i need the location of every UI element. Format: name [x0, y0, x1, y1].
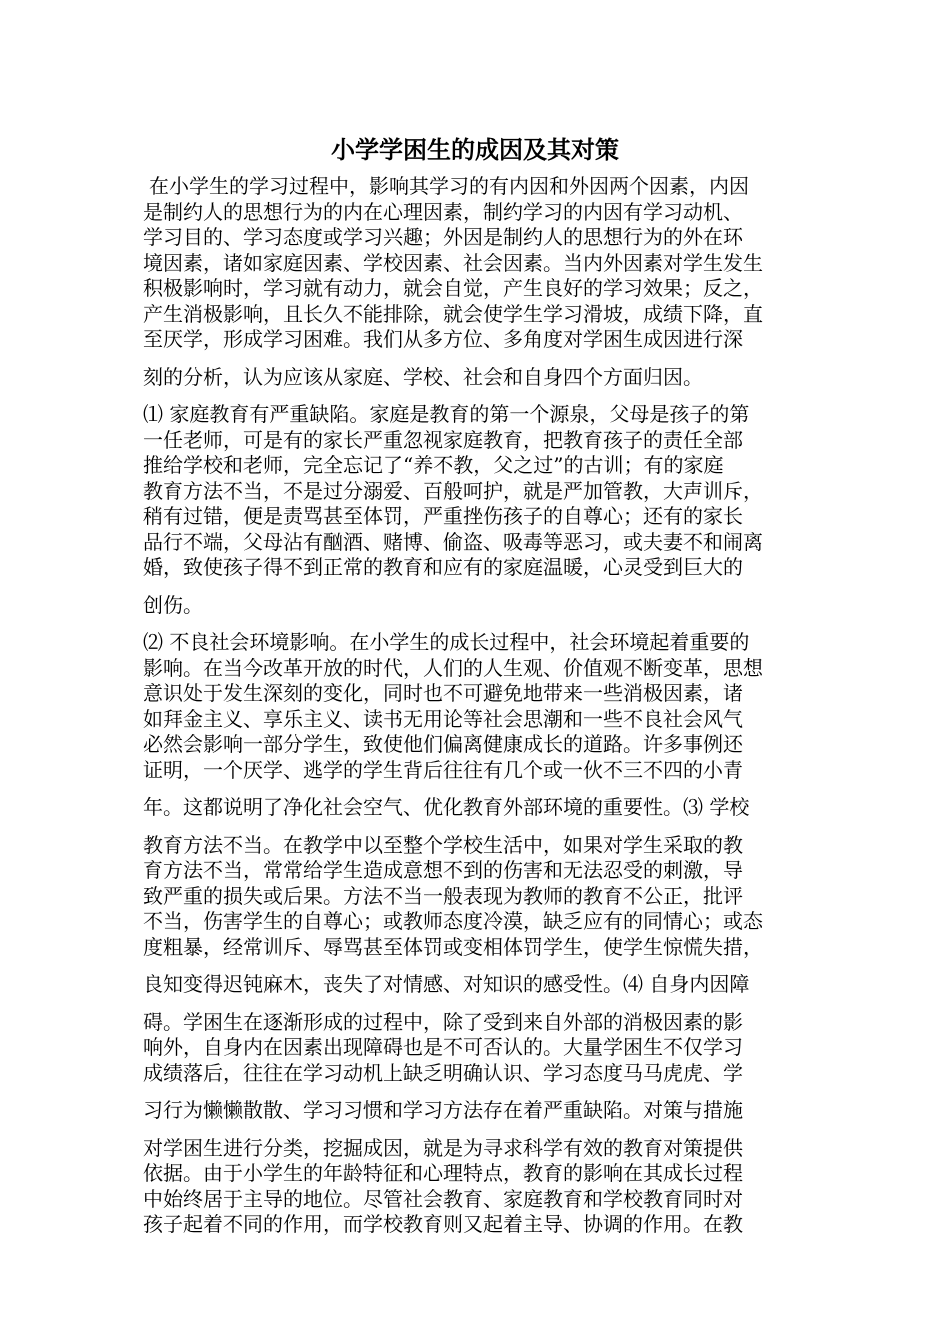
text-line: 刻的分析，认为应该从家庭、学校、社会和自身四个方面归因。 [143, 364, 703, 389]
text-line: ⑵ 不良社会环境影响。在小学生的成长过程中，社会环境起着重要的 [143, 630, 750, 654]
text-line: 对学困生进行分类，挖掘成因，就是为寻求科学有效的教育对策提供 [143, 1135, 743, 1160]
text-line: 教育方法不当，不是过分溺爱、百般呵护，就是严加管教，大声训斥， [143, 478, 763, 503]
text-line: 产生消极影响，且长久不能排除，就会使学生学习滑坡，成绩下降，直 [143, 301, 763, 326]
text-line: 年。这都说明了净化社会空气、优化教育外部环境的重要性。⑶ 学校 [143, 795, 750, 819]
text-line: 一任老师，可是有的家长严重忽视家庭教育，把教育孩子的责任全部 [143, 427, 743, 452]
text-line: 推给学校和老师，完全忘记了“养不教，父之过”的古训；有的家庭 [143, 453, 724, 477]
text-line: 不当，伤害学生的自尊心；或教师态度冷漠，缺乏应有的同情心；或态 [143, 909, 763, 933]
text-line: 学习目的、学习态度或学习兴趣；外因是制约人的思想行为的外在环 [143, 225, 743, 249]
text-line: 证明，一个厌学、逃学的学生背后往往有几个或一伙不三不四的小青 [143, 757, 743, 782]
text-line: 品行不端，父母沾有酗酒、赌博、偷盗、吸毒等恶习，或夫妻不和闹离 [143, 529, 763, 554]
text-line: 婚，致使孩子得不到正常的教育和应有的家庭温暖，心灵受到巨大的 [143, 555, 743, 579]
text-line: 孩子起着不同的作用，而学校教育则又起着主导、协调的作用。在教 [143, 1212, 743, 1236]
text-line: 教育方法不当。在教学中以至整个学校生活中，如果对学生采取的教 [143, 832, 743, 857]
text-line: 在小学生的学习过程中，影响其学习的有内因和外因两个因素，内因 [149, 174, 749, 198]
text-line: 境因素，诸如家庭因素、学校因素、社会因素。当内外因素对学生发生 [143, 250, 763, 275]
text-line: 意识处于发生深刻的变化，同时也不可避免地带来一些消极因素，诸 [143, 681, 743, 705]
text-line: 必然会影响一部分学生，致使他们偏离健康成长的道路。许多事例还 [143, 732, 743, 756]
text-line: 中始终居于主导的地位。尽管社会教育、家庭教育和学校教育同时对 [143, 1186, 743, 1211]
text-line: 至厌学，形成学习困难。我们从多方位、多角度对学困生成因进行深 [143, 327, 743, 351]
text-line: 响外，自身内在因素出现障碍也是不可否认的。大量学困生不仅学习 [143, 1035, 743, 1059]
text-line: 是制约人的思想行为的内在心理因素，制约学习的内因有学习动机、 [143, 199, 743, 224]
text-line: ⑴ 家庭教育有严重缺陷。家庭是教育的第一个源泉，父母是孩子的第 [143, 402, 750, 426]
text-line: 积极影响时，学习就有动力，就会自觉，产生良好的学习效果；反之， [143, 276, 763, 300]
document-title: 小学学困生的成因及其对策 [331, 135, 619, 164]
text-line: 如拜金主义、享乐主义、读书无用论等社会思潮和一些不良社会风气 [143, 706, 743, 731]
text-line: 创伤。 [143, 592, 203, 617]
document-body [143, 174, 808, 1238]
text-line: 良知变得迟钝麻木，丧失了对情感、对知识的感受性。⑷ 自身内因障 [143, 972, 750, 996]
text-line: 稍有过错，便是责骂甚至体罚，严重挫伤孩子的自尊心；还有的家长 [143, 504, 743, 528]
text-line: 致严重的损失或后果。方法不当一般表现为教师的教育不公正，批评 [143, 883, 743, 908]
text-line: 度粗暴，经常训斥、辱骂甚至体罚或变相体罚学生，使学生惊慌失措， [143, 934, 763, 959]
text-line: 成绩落后，往往在学习动机上缺乏明确认识、学习态度马马虎虎、学 [143, 1060, 743, 1085]
text-line: 碍。学困生在逐渐形成的过程中，除了受到来自外部的消极因素的影 [143, 1009, 743, 1034]
text-line: 育方法不当，常常给学生造成意想不到的伤害和无法忍受的刺激，导 [143, 858, 743, 882]
text-line: 影响。在当今改革开放的时代，人们的人生观、价值观不断变革，思想 [143, 655, 763, 680]
text-line: 依据。由于小学生的年龄特征和心理特点，教育的影响在其成长过程 [143, 1161, 743, 1185]
text-line: 习行为懒懒散散、学习习惯和学习方法存在着严重缺陷。对策与措施 [143, 1098, 743, 1122]
